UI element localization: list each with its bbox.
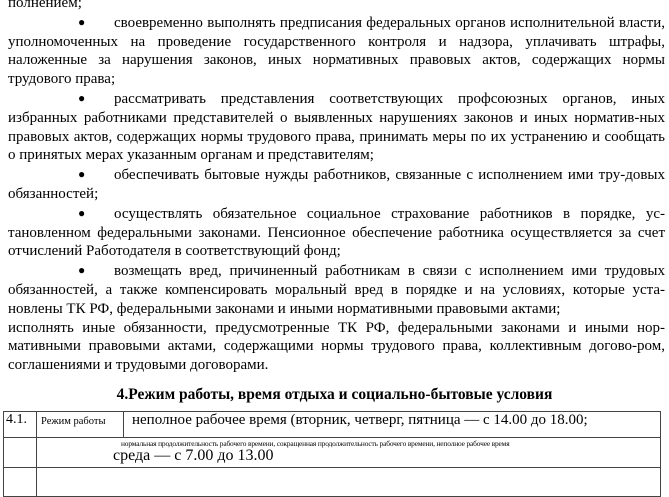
work-schedule-table (3, 411, 661, 497)
list-item-text: осуществлять обязательное социальное страхование работников в порядке, ус-тановленном федеральными законами. Пенсионное обеспечение работника осуществляется за счет отчислений Работодателя в соответствующий фонд; (8, 205, 665, 260)
list-item (8, 13, 665, 89)
bullet-icon: ● (78, 14, 86, 29)
schedule-line: среда — с 7.00 до 13.00 (113, 447, 274, 464)
list-item-text: возмещать вред, причиненный работникам в связи с исполнением ими трудовых обязанностей, а также компенсировать моральный вред в порядке и на условиях, которые уста-новлены ТК РФ, федеральными законами и иными нормативными правовыми актами; (8, 263, 665, 317)
list-item-text: рассматривать представления соответствующих профсоюзных органов, иных избранных работниками представителей о выявленных нарушениях законов и иных норматив-ных правовых актов, содержащих нормы трудового права, принимать меры по их устранению и сообщать о принятых мерах указанным органам и представителям; (8, 90, 665, 164)
table-row (4, 412, 661, 438)
empty-cell (37, 468, 661, 497)
final-paragraph: исполнять иные обязанности, предусмотренные ТК РФ, федеральными законами и иными нор-мативными правовыми актами, содержащими нормы трудового права, коллективным догово-ром, соглашениями и трудовыми договорами. (8, 319, 665, 374)
table-row (4, 438, 661, 468)
empty-cell (4, 438, 37, 468)
list-item-text: своевременно выполнять предписания федеральных органов исполнительной власти, уполномоченных на проведение государственного контроля и надзора, уплачивать штрафы, наложенные за нарушения законов, иных нормативных правовых актов, содержащих нормы трудового права; (8, 14, 665, 88)
bullet-icon: ● (78, 205, 86, 220)
row-number: 4.1. (4, 412, 37, 438)
bullet-icon: ● (78, 167, 86, 182)
list-item (8, 89, 665, 165)
table-row (4, 468, 661, 497)
section-title: 4.Режим работы, время отдыха и социально-бытовые условия (116, 386, 553, 403)
list-item-text: обеспечивать бытовые нужды работников, связанные с исполнением ими тру-довых обязанностей; (8, 167, 665, 202)
paragraph-continuation: полнением; (8, 0, 82, 11)
row-value: неполное рабочее время (вторник, четверг, пятница — с 14.00 до 18.00; (124, 412, 661, 438)
empty-cell (4, 468, 37, 497)
list-item (8, 261, 665, 318)
row-label: Режим работы (37, 412, 124, 438)
list-item (8, 165, 665, 204)
bullet-icon: ● (78, 263, 86, 278)
list-item (8, 204, 665, 261)
row-value-continued (37, 438, 661, 468)
field-hint: нормальная продолжительность рабочего времени, сокращенная продолжительность рабочего времени, неполное рабочее время (121, 439, 510, 448)
bullet-icon: ● (78, 90, 86, 105)
